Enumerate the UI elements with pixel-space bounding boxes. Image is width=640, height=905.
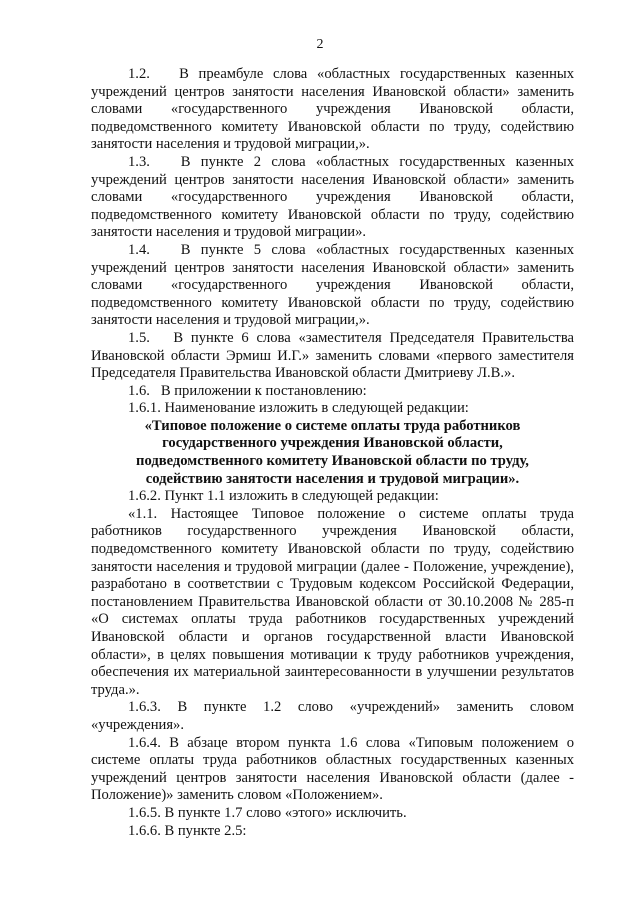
paragraph-1-6-6: 1.6.6. В пункте 2.5: [128,822,247,839]
title-line-3: подведомственного комитету Ивановской области по труду, [136,453,529,470]
paragraph-1-3: 1.3. В пункте 2 слова «областных государственных казенных учреждений центров занятости населения Ивановской области» заменить словами «государственного учреждения Ивановской области, подведомственного комитету Ивановской области по труду, содействию занятости населения и трудовой миграции». [91,153,574,241]
paragraph-1-5: 1.5. В пункте 6 слова «заместителя Председателя Правительства Ивановской области Эрмиш И.Г.» заменить словами «первого заместителя Председателя Правительства Ивановской области Дмитриеву Л.В.». [91,329,574,382]
title-line-1: «Типовое положение о системе оплаты труда работников [144,417,521,434]
paragraph-1-6-3: 1.6.3. В пункте 1.2 слово «учреждений» заменить словом «учреждения». [91,699,574,733]
paragraph-1-2: 1.2. В преамбуле слова «областных государственных казенных учреждений центров занятости населения Ивановской области» заменить словами «государственного учреждения Ивановской области, подведомственного комитету Ивановской области по труду, содействию занятости населения и трудовой миграции,». [91,66,574,153]
document-body [91,66,574,840]
paragraph-1-4: 1.4. В пункте 5 слова «областных государственных казенных учреждений центров занятости населения Ивановской области» заменить словами «государственного учреждения Ивановской области, подведомственного комитету Ивановской области по труду, содействию занятости населения и трудовой миграции,». [91,241,574,329]
paragraph-1-6-1: 1.6.1. Наименование изложить в следующей редакции: [128,400,469,417]
paragraph-1-6-5: 1.6.5. В пункте 1.7 слово «этого» исключить. [128,804,407,821]
paragraph-quote-1-1: «1.1. Настоящее Типовое положение о системе оплаты труда работников государственного учреждения Ивановской области, подведомственного комитету Ивановской области по труду, содействию занятости населения и трудовой миграции (далее - Положение, учреждение), разработано в соответствии с Трудовым кодексом Российской Федерации, постановлением Правительства Ивановской области от 30.10.2008 № 285-п «О системах оплаты труда работников государственных учреждений Ивановской области и органов государственной власти Ивановской области», в целях повышения мотивации к труду работников учреждения, обеспечения их материальной заинтересованности в улучшении результатов труда.». [91,505,574,698]
page-number: 2 [316,37,324,52]
title-line-4: содействию занятости населения и трудовой миграции». [145,470,520,487]
paragraph-1-6-4: 1.6.4. В абзаце втором пункта 1.6 слова «Типовым положением о системе оплаты труда работников областных государственных казенных учреждений центров занятости населения Ивановской области (далее - Положение)» заменить словом «Положением». [91,734,574,804]
section-title [91,418,574,488]
paragraph-1-6: 1.6. В приложении к постановлению: [128,382,367,399]
paragraph-1-6-2: 1.6.2. Пункт 1.1 изложить в следующей редакции: [128,488,439,505]
title-line-2: государственного учреждения Ивановской области, [162,435,503,452]
